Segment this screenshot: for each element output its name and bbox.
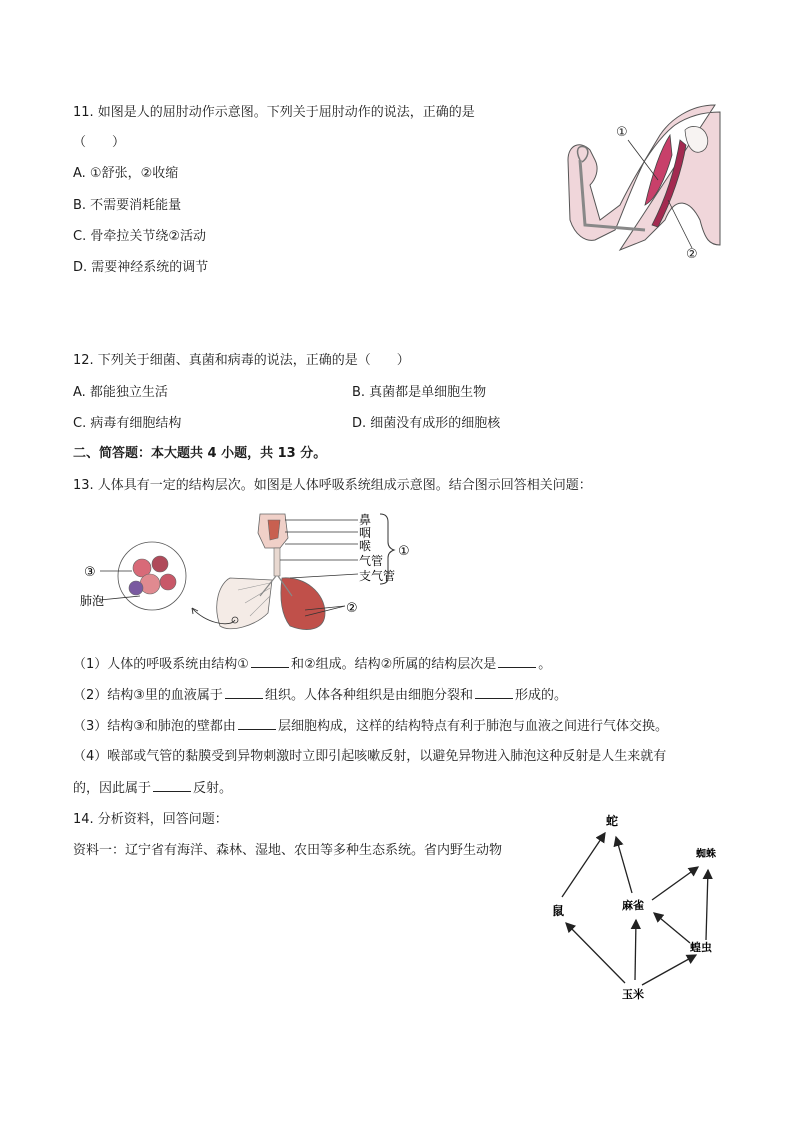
q11-fig-label-2: ② xyxy=(686,247,698,262)
q11-answer-paren: （ ） xyxy=(73,135,126,150)
q11-option-a: A. ①舒张，②收缩 xyxy=(73,166,179,181)
foodweb-spider: 蜘蛛 xyxy=(696,849,716,860)
q11-option-c: C. 骨牵拉关节绕②活动 xyxy=(73,229,206,244)
q13-label-nose: 鼻 xyxy=(359,513,372,527)
q13-sub3-part-a: （3）结构③和肺泡的壁都由 xyxy=(73,719,236,734)
q13-sub1-part-b: 和②组成。结构②所属的结构层次是 xyxy=(290,657,497,672)
q13-sub1 xyxy=(73,655,551,674)
q13-blank-3[interactable] xyxy=(225,686,263,699)
q13-label-3: ③ xyxy=(84,565,96,580)
q13-label-pharynx: 咽 xyxy=(359,526,372,540)
q13-sub2-part-c: 形成的。 xyxy=(514,688,567,703)
q13-sub2-part-b: 组织。人体各种组织是由细胞分裂和 xyxy=(264,688,473,703)
q12-option-d: D. 细菌没有成形的细胞核 xyxy=(352,416,501,431)
foodweb-locust: 蝗虫 xyxy=(690,941,712,954)
foodweb-sparrow: 麻雀 xyxy=(622,899,644,912)
q11-stem: 11. 如图是人的屈肘动作示意图。下列关于屈肘动作的说法，正确的是 xyxy=(73,105,475,120)
elbow-flexion-figure xyxy=(560,100,725,270)
q13-label-larynx: 喉 xyxy=(359,539,372,553)
foodweb-corn: 玉米 xyxy=(622,988,644,1001)
foodweb-rat: 鼠 xyxy=(552,904,565,918)
respiratory-system-figure xyxy=(80,508,420,638)
food-web-figure xyxy=(540,805,730,1005)
q11-option-d: D. 需要神经系统的调节 xyxy=(73,260,209,275)
q13-sub2-part-a: （2）结构③里的血液属于 xyxy=(73,688,223,703)
q13-label-2: ② xyxy=(346,601,358,616)
q13-label-trachea: 气管 xyxy=(359,554,384,568)
q14-material-1: 资料一：辽宁省有海洋、森林、湿地、农田等多种生态系统。省内野生动物 xyxy=(73,843,503,858)
q14-stem: 14. 分析资料，回答问题： xyxy=(73,812,228,827)
q13-sub1-part-c: 。 xyxy=(538,657,552,672)
q13-blank-4[interactable] xyxy=(475,686,513,699)
q13-blank-6[interactable] xyxy=(153,779,191,792)
q13-blank-1[interactable] xyxy=(251,655,289,668)
section-2-title: 二、简答题：本大题共 4 小题，共 13 分。 xyxy=(73,446,327,461)
q13-blank-5[interactable] xyxy=(238,717,276,730)
q13-sub4-line2 xyxy=(73,779,232,798)
q11-option-b: B. 不需要消耗能量 xyxy=(73,198,182,213)
foodweb-snake: 蛇 xyxy=(606,814,619,828)
q12-stem: 12. 下列关于细菌、真菌和病毒的说法，正确的是（ ） xyxy=(73,353,410,368)
q13-label-alveolus: 肺泡 xyxy=(80,594,105,608)
q12-option-a: A. 都能独立生活 xyxy=(73,385,168,400)
q13-sub1-part-a: （1）人体的呼吸系统由结构① xyxy=(73,657,249,672)
q13-sub4-part-a: 的，因此属于 xyxy=(73,781,152,796)
q13-stem: 13. 人体具有一定的结构层次。如图是人体呼吸系统组成示意图。结合图示回答相关问题： xyxy=(73,478,592,493)
q13-label-bronchus: 支气管 xyxy=(359,569,396,583)
q13-blank-2[interactable] xyxy=(498,655,536,668)
q13-sub4-part-b: 反射。 xyxy=(193,781,233,796)
q11-fig-label-1: ① xyxy=(616,125,628,140)
q13-label-1: ① xyxy=(398,544,410,559)
q13-sub4-line1: （4）喉部或气管的黏膜受到异物刺激时立即引起咳嗽反射，以避免异物进入肺泡这种反射是人生来就有 xyxy=(73,749,667,764)
q12-option-c: C. 病毒有细胞结构 xyxy=(73,416,182,431)
q13-sub3-part-b: 层细胞构成，这样的结构特点有利于肺泡与血液之间进行气体交换。 xyxy=(277,719,668,734)
q13-sub2 xyxy=(73,686,567,705)
q13-sub3 xyxy=(73,717,668,736)
q12-option-b: B. 真菌都是单细胞生物 xyxy=(352,385,487,400)
